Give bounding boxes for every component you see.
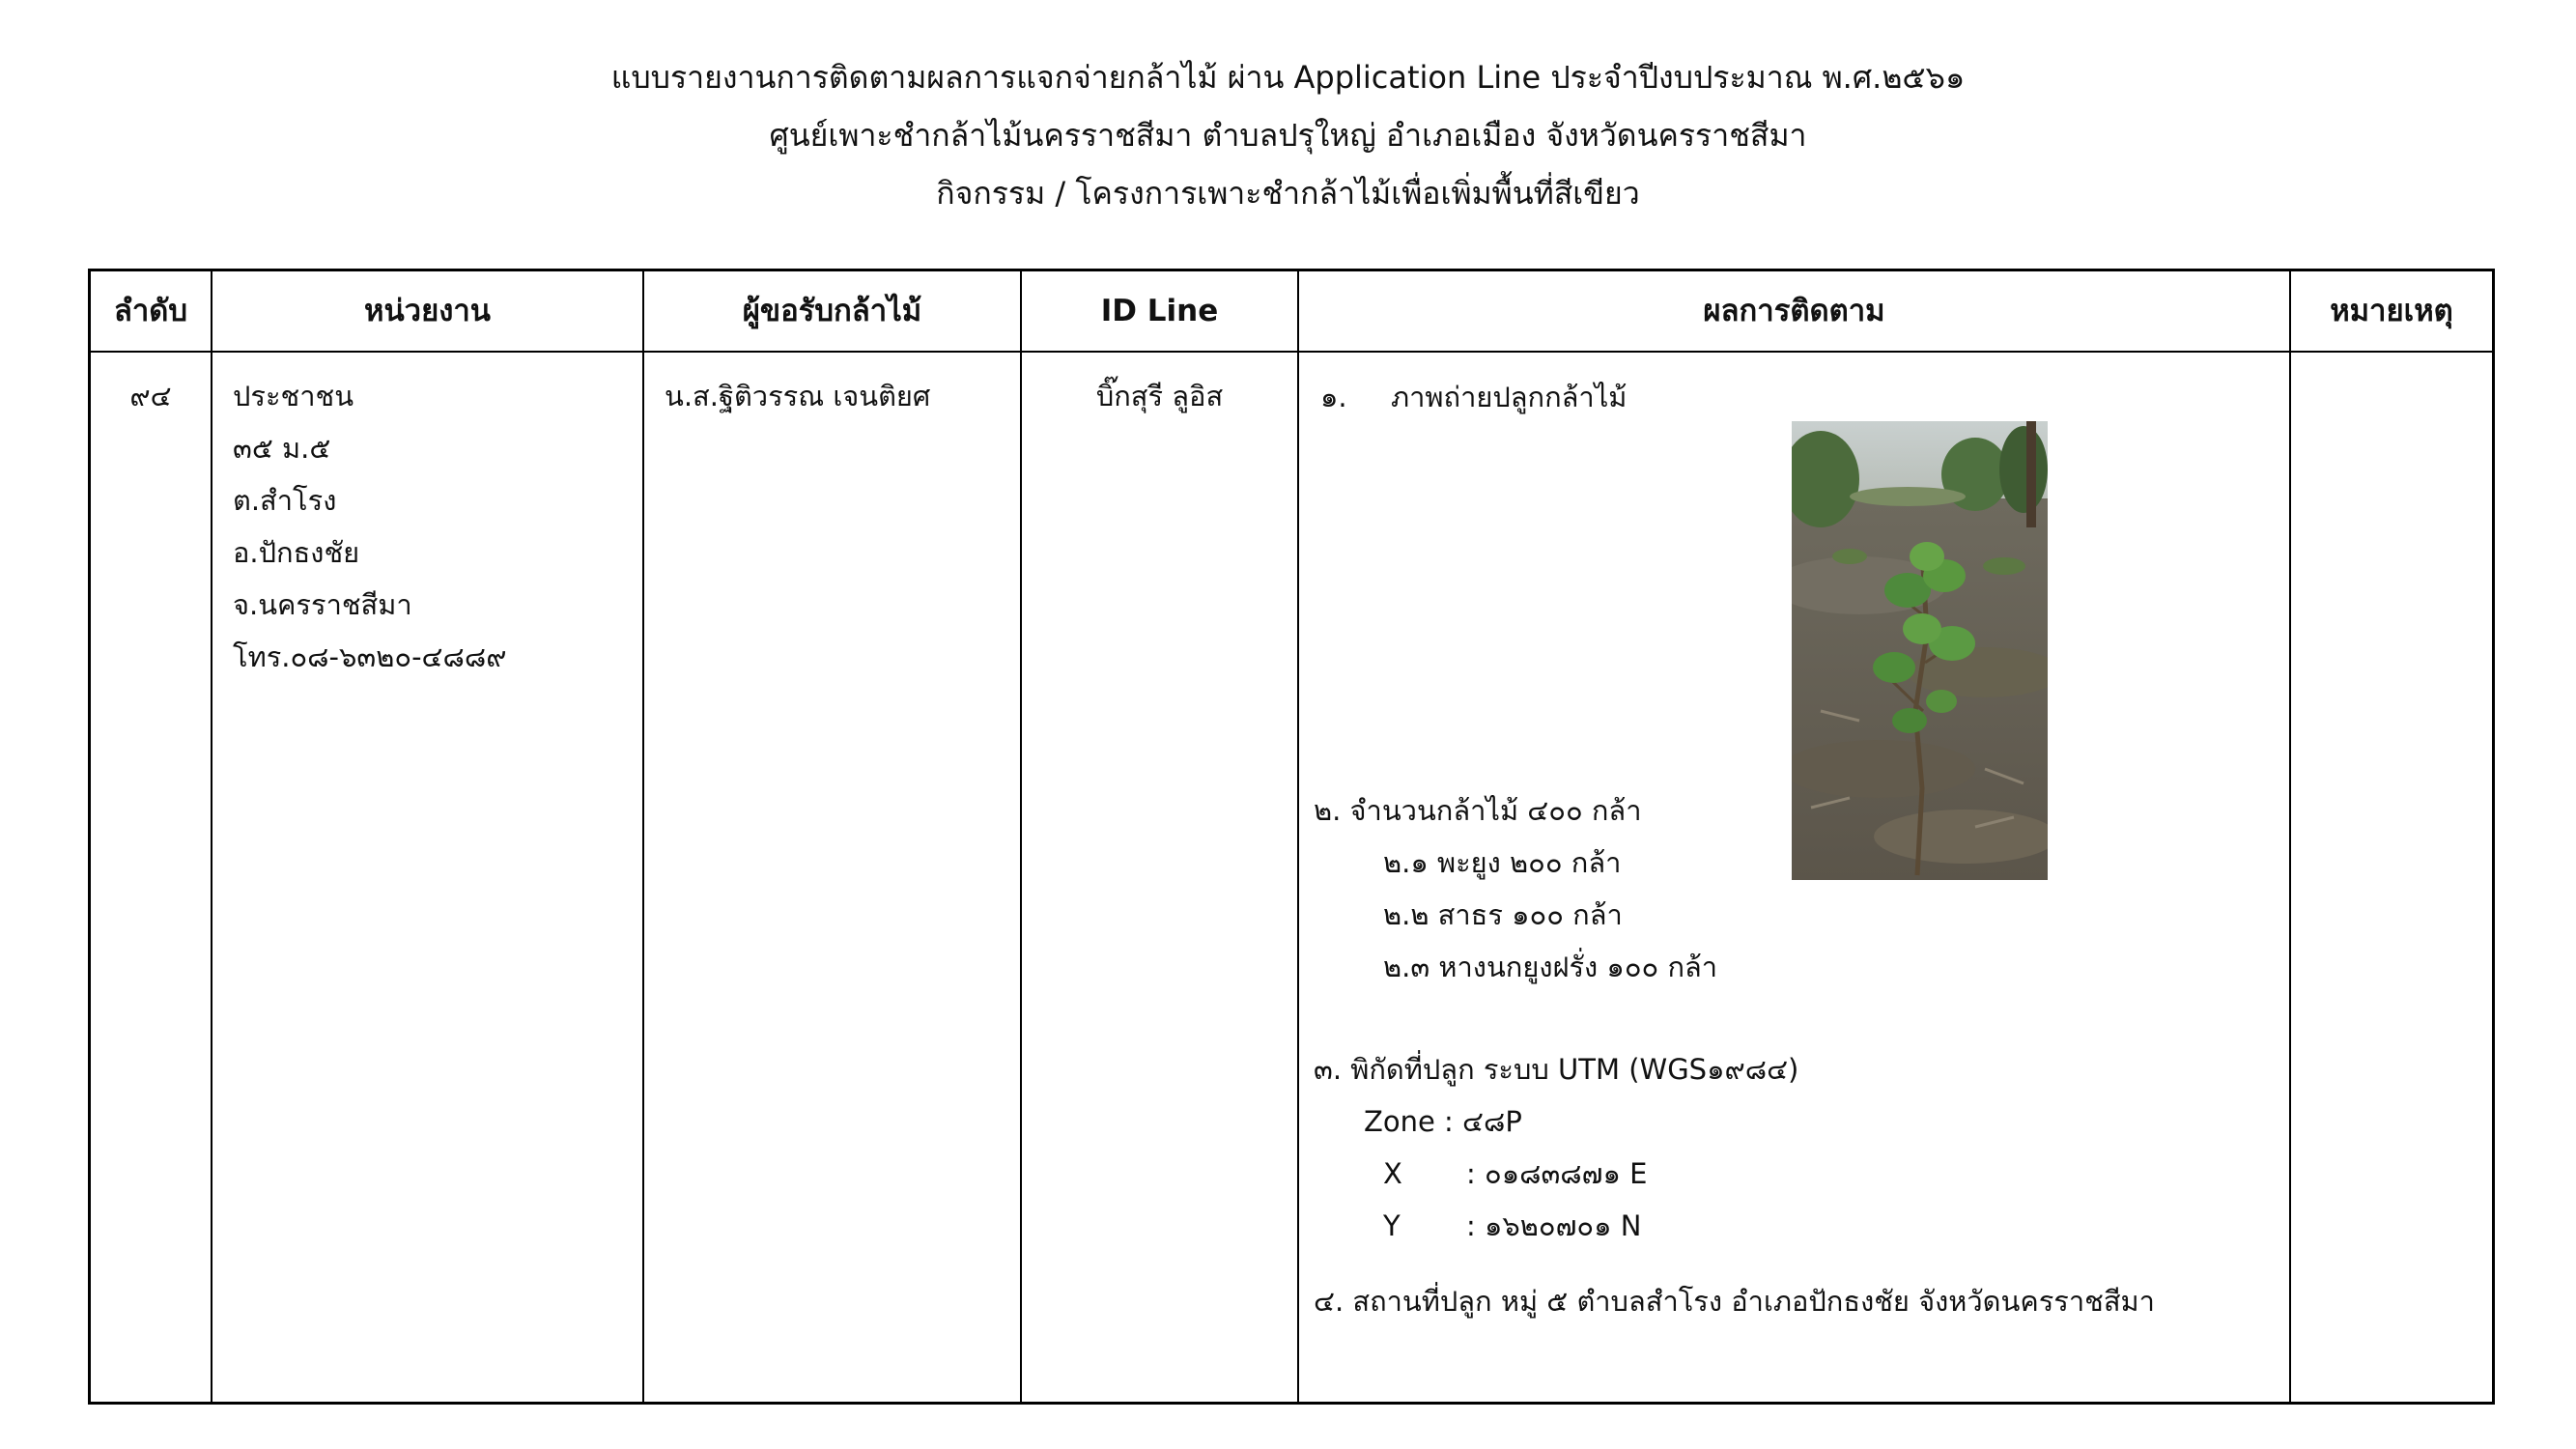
report-subtitle-activity: กิจกรรม / โครงการเพาะชำกล้าไม้เพื่อเพิ่มพื้นที่สีเขียว: [936, 175, 1640, 212]
header-remarks: หมายเหตุ: [2330, 294, 2453, 328]
column-divider: [1297, 271, 1299, 1402]
agency-phone: โทร.๐๘-๖๓๒๐-๔๘๘๙: [233, 640, 507, 673]
agency-line: ๓๕ ม.๕: [233, 432, 331, 465]
result-x-label: X: [1383, 1157, 1402, 1190]
result-item4: ๔. สถานที่ปลูก หมู่ ๕ ตำบลสำโรง อำเภอปักธงชัย จังหวัดนครราชสีมา: [1314, 1285, 2155, 1318]
result-item1-text: ภาพถ่ายปลูกกล้าไม้: [1391, 381, 1628, 413]
result-item2-1: ๒.๑ พะยูง ๒๐๐ กล้า: [1383, 846, 1622, 879]
result-y-value: : ๑๖๒๐๗๐๑ N: [1466, 1209, 1642, 1242]
column-divider: [2289, 271, 2291, 1402]
planting-photo: [1792, 421, 2048, 880]
header-row-divider: [91, 351, 2492, 353]
report-table: [88, 269, 2495, 1405]
header-order: ลำดับ: [113, 294, 188, 328]
header-results: ผลการติดตาม: [1703, 294, 1885, 328]
result-y-label: Y: [1383, 1209, 1401, 1242]
result-item2-3: ๒.๓ หางนกยูงฝรั่ง ๑๐๐ กล้า: [1383, 951, 1718, 983]
result-x-value: : ๐๑๘๓๘๗๑ E: [1466, 1157, 1648, 1190]
row-order: ๙๔: [129, 380, 172, 412]
agency-line: ประชาชน: [233, 380, 354, 412]
header-recipient: ผู้ขอรับกล้าไม้: [742, 294, 922, 328]
row-id-line: บิ๊กสุรี ลูอิส: [1095, 380, 1224, 412]
result-item2: ๒. จำนวนกล้าไม้ ๔๐๐ กล้า: [1314, 794, 1642, 827]
row-recipient: น.ส.ฐิติวรรณ เจนติยศ: [665, 380, 931, 412]
column-divider: [642, 271, 644, 1402]
report-title: แบบรายงานการติดตามผลการแจกจ่ายกล้าไม้ ผ่าน Application Line ประจำปีงบประมาณ พ.ศ.๒๕๖๑: [610, 59, 1966, 96]
agency-line: ต.สำโรง: [233, 484, 337, 517]
column-divider: [211, 271, 212, 1402]
result-zone: Zone : ๔๘P: [1364, 1105, 1522, 1138]
agency-line: จ.นครราชสีมา: [233, 588, 412, 621]
agency-line: อ.ปักธงชัย: [233, 536, 360, 569]
report-subtitle-center: ศูนย์เพาะชำกล้าไม้นครราชสีมา ตำบลปรุใหญ่ อำเภอเมือง จังหวัดนครราชสีมา: [769, 117, 1807, 154]
result-item1-number: ๑.: [1320, 381, 1347, 413]
column-divider: [1020, 271, 1022, 1402]
result-item2-2: ๒.๒ สาธร ๑๐๐ กล้า: [1383, 898, 1623, 931]
row-agency: [233, 370, 506, 683]
header-agency: หน่วยงาน: [364, 294, 491, 328]
header-id-line: ID Line: [1100, 294, 1219, 328]
result-item3: ๓. พิกัดที่ปลูก ระบบ UTM (WGS๑๙๘๔): [1314, 1053, 1799, 1086]
